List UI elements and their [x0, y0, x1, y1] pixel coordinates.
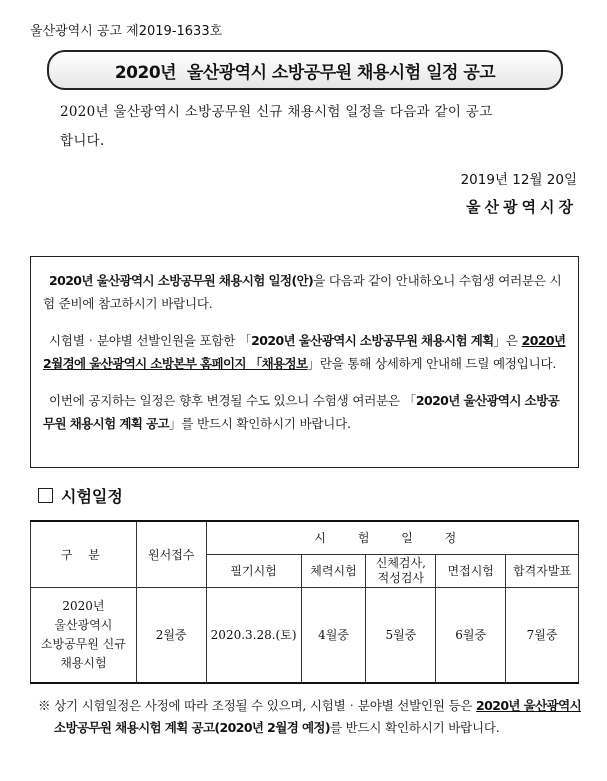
subheader-result: 합격자발표 — [506, 554, 579, 587]
notice-p1-bold: 2020년 울산광역시 소방공무원 채용시험 일정(안) — [49, 273, 314, 288]
subheader-physical: 체력시험 — [301, 554, 366, 587]
subheader-medical: 신체검사, 적성검사 — [366, 554, 436, 587]
row-category: 2020년 울산광역시 소방공무원 신규 채용시험 — [31, 587, 137, 683]
notice-number: 울산광역시 공고 제2019-1633호 — [30, 24, 223, 39]
notice-paragraph-2 — [43, 329, 566, 375]
notice-p2-bold-homepage: 2020년 2월경에 울산광역시 소방본부 홈페이지 「채용정보 — [43, 333, 566, 371]
intro-line-2: 합니다. — [60, 133, 105, 149]
notice-p3-b: 」를 반드시 확인하시기 바랍니다. — [169, 416, 351, 431]
notice-paragraph-3 — [43, 389, 566, 435]
header-category: 구 분 — [31, 521, 137, 587]
section-title — [38, 484, 123, 507]
notice-p2-a: 시험별‧분야별 선발인원을 포함한 「 — [49, 333, 252, 348]
notice-date: 2019년 12월 20일 — [460, 172, 577, 188]
subheader-written: 필기시험 — [206, 554, 301, 587]
schedule-table — [30, 520, 579, 684]
notice-p1-rest: 을 다음과 같이 안내하오니 수험생 여러분은 시험 준비에 참고하시기 바랍니다. — [43, 273, 562, 311]
checkbox-square-icon — [38, 488, 53, 503]
issuer-name: 울산광역시장 — [466, 198, 577, 216]
row-medical: 5월중 — [366, 587, 436, 683]
intro-line-1: 2020년 울산광역시 소방공무원 신규 채용시험 일정을 다음과 같이 공고 — [60, 104, 493, 120]
header-schedule: 시 험 일 정 — [206, 521, 578, 554]
footnote-line-1: ※ 상기 시험일정은 사정에 따라 조정될 수 있으며, 시험별‧분야별 선발인원 등은 2020년 울산광역시 — [38, 698, 582, 713]
header-application: 원서접수 — [136, 521, 206, 587]
notice-p2-c: 」란을 통해 상세하게 안내해 드릴 예정입니다. — [307, 356, 557, 371]
intro-paragraph — [36, 98, 576, 156]
footnote — [38, 695, 588, 739]
table-row — [31, 587, 579, 683]
notice-p2-bold-plan: 2020년 울산광역시 소방공무원 채용시험 계획 — [251, 333, 494, 348]
document-title — [47, 50, 563, 90]
reference-mark-icon: ※ — [38, 698, 51, 713]
notice-p3-a: 이번에 공지하는 일정은 향후 변경될 수도 있으니 수험생 여러분은 「 — [49, 393, 416, 408]
row-physical: 4월중 — [301, 587, 366, 683]
section-title-text: 시험일정 — [61, 487, 123, 506]
notice-paragraph-1 — [43, 269, 566, 315]
row-interview: 6월중 — [436, 587, 506, 683]
notice-p2-b: 」은 — [493, 333, 518, 348]
notice-p3-bold: 2020년 울산광역시 소방공무원 채용시험 계획 공고 — [43, 393, 560, 431]
footnote-line-2: 소방공무원 채용시험 계획 공고(2020년 2월경 예정)를 반드시 확인하시기 바랍니다. — [54, 720, 500, 735]
title-text: 2020년 울산광역시 소방공무원 채용시험 일정 공고 — [114, 62, 496, 83]
subheader-interview: 면접시험 — [436, 554, 506, 587]
row-application: 2월중 — [136, 587, 206, 683]
row-result: 7월중 — [506, 587, 579, 683]
notice-box — [30, 256, 579, 468]
row-written: 2020.3.28.(토) — [206, 587, 301, 683]
table-header-row — [31, 521, 579, 554]
